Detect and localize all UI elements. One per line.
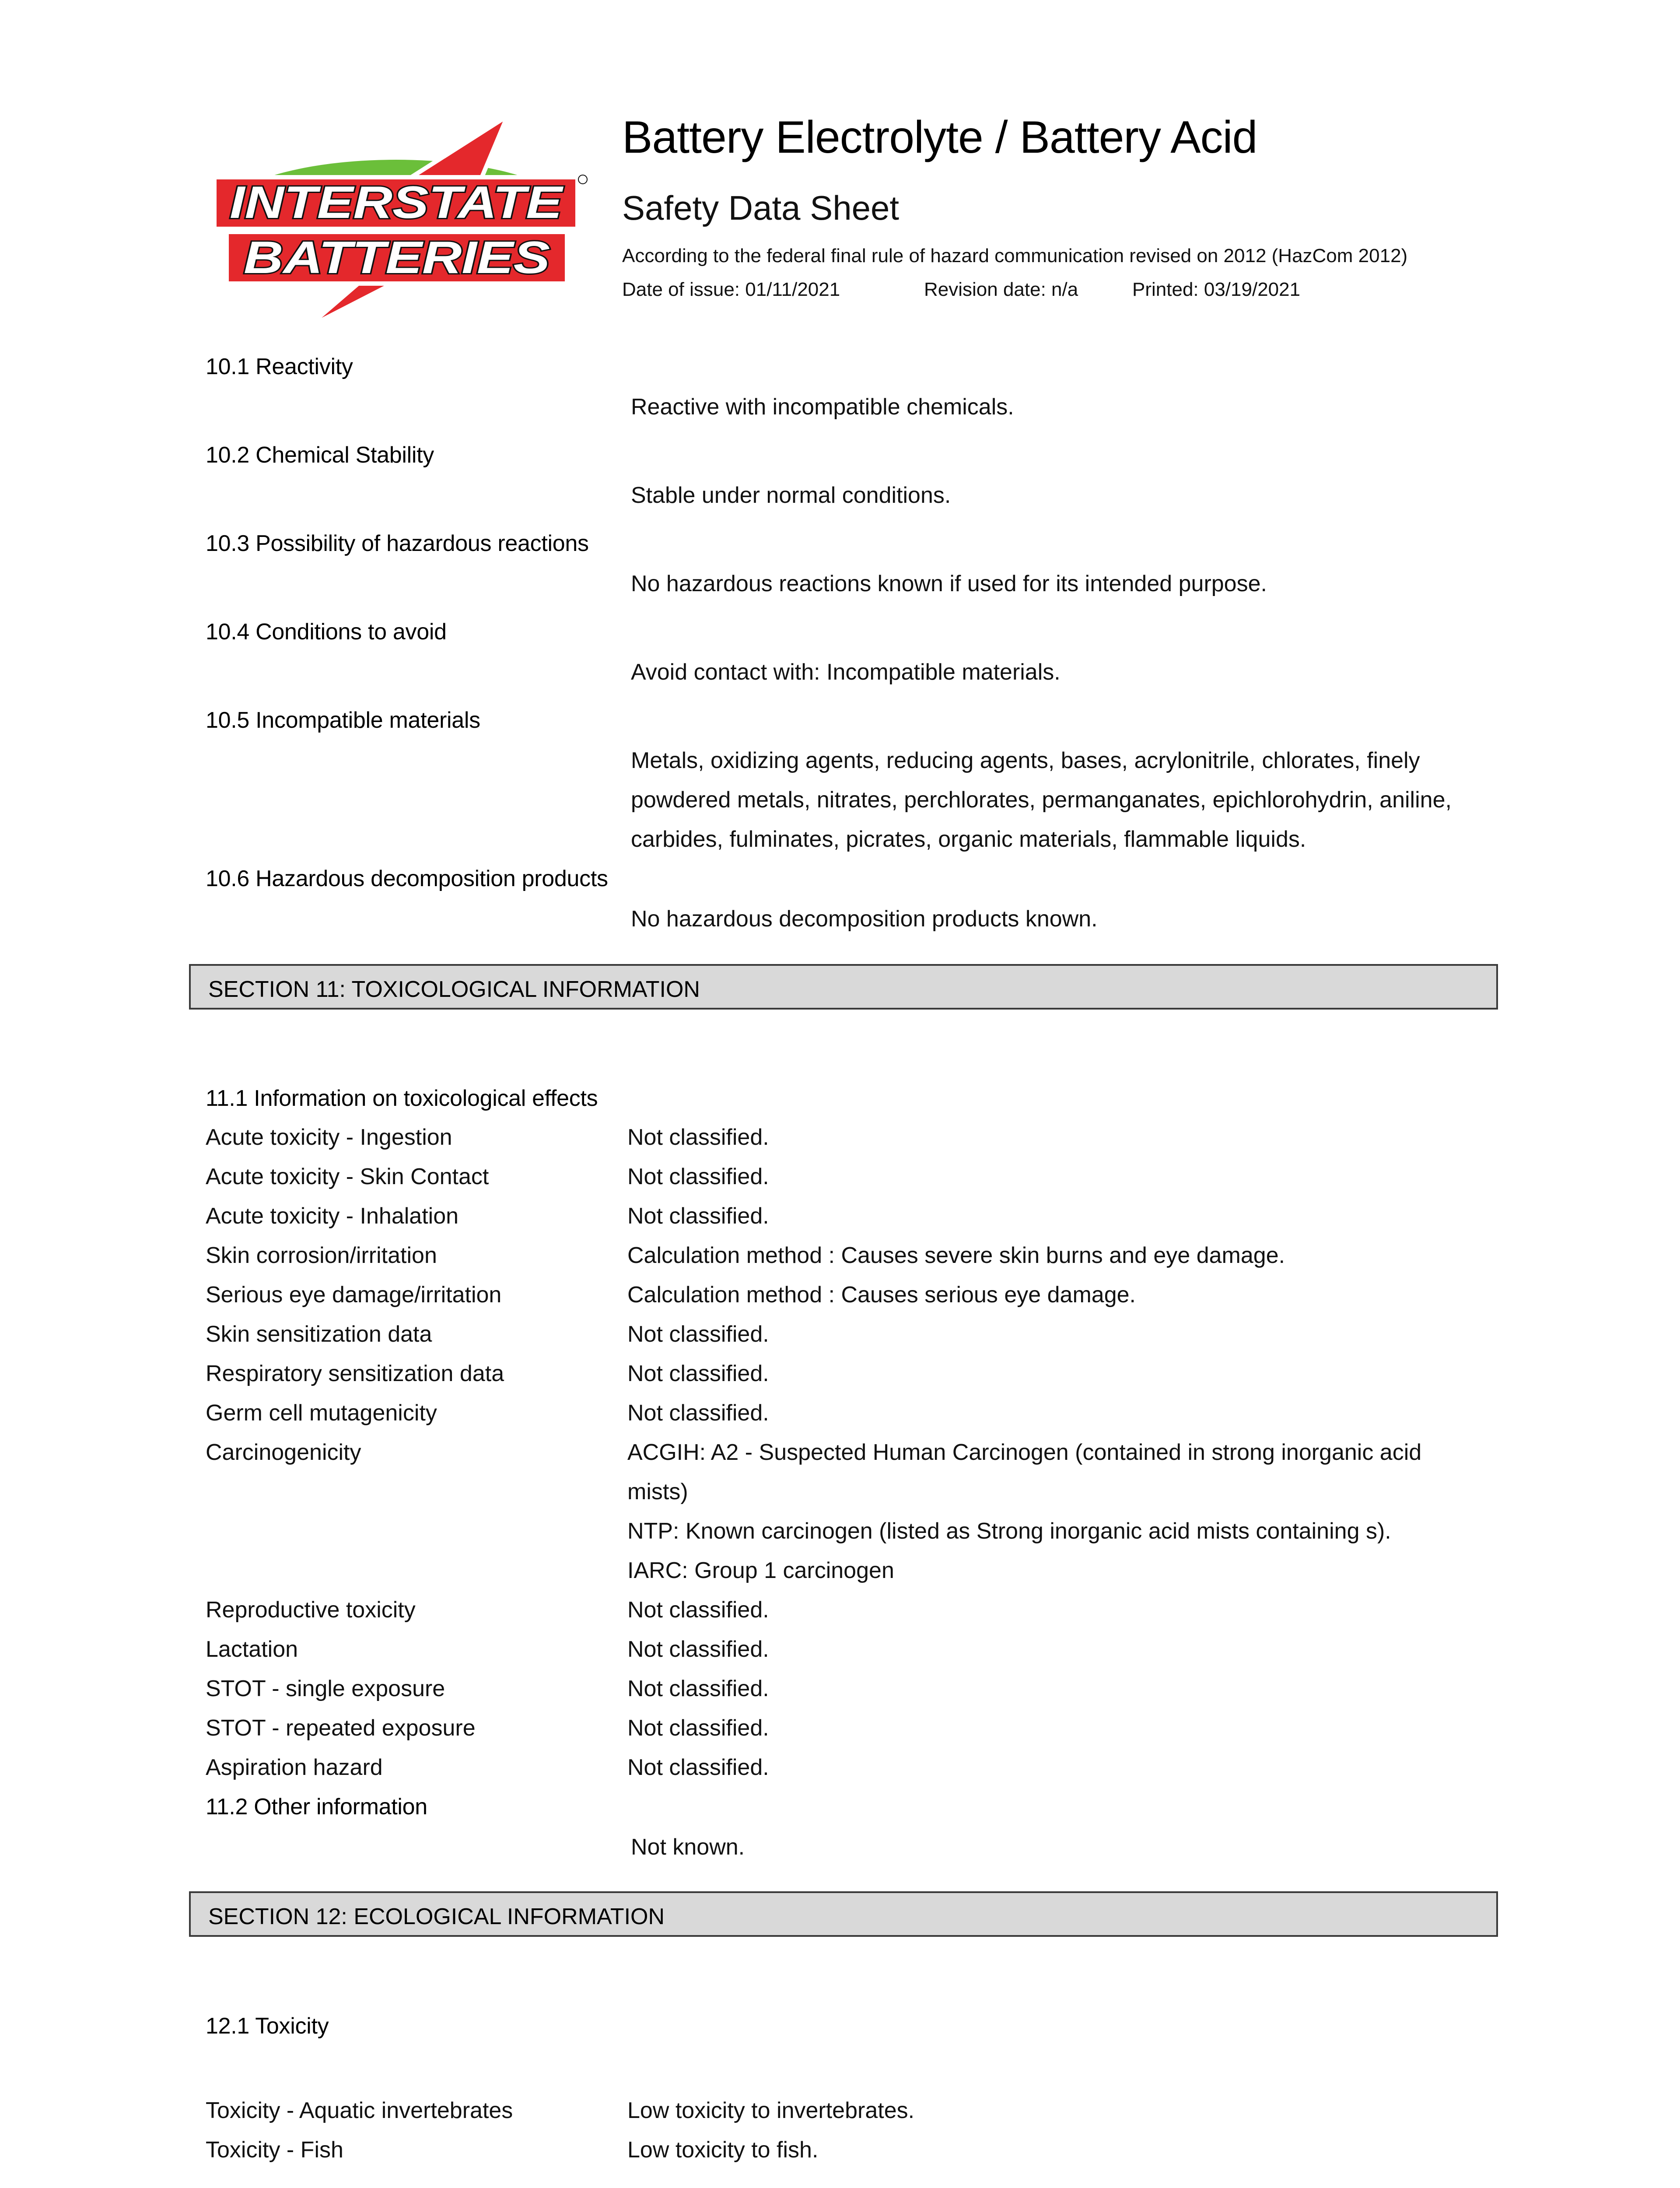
subsection-text: Reactive with incompatible chemicals. [631, 394, 1014, 420]
subsection-text: Not known. [631, 1834, 745, 1860]
row-value [627, 2091, 1502, 2130]
row-value [627, 1236, 1502, 1275]
subsection-heading: 10.6 Hazardous decomposition products [206, 866, 608, 891]
row-value [627, 1393, 1502, 1433]
row-label: Acute toxicity - Skin Contact [206, 1164, 489, 1189]
table-row [206, 1787, 1502, 1827]
subsection-text: No hazardous reactions known if used for its intended purpose. [631, 571, 1267, 596]
row-value [627, 1708, 1502, 1748]
table-row [206, 1393, 1502, 1433]
row-value [627, 1315, 1502, 1354]
value-line: NTP: Known carcinogen (listed as Strong inorganic acid mists containing s). [627, 1518, 1391, 1544]
row-value [627, 1630, 1502, 1669]
subsection-heading: 10.2 Chemical Stability [206, 442, 434, 468]
table-row [206, 1275, 1502, 1315]
row-value [627, 1590, 1502, 1630]
table-row [206, 1236, 1502, 1275]
subsection-heading: 11.1 Information on toxicological effects [206, 1086, 598, 1111]
table-row [206, 1196, 1502, 1236]
row-label: Lactation [206, 1637, 298, 1662]
row-label: Skin corrosion/irritation [206, 1243, 437, 1268]
table-row [206, 1590, 1502, 1630]
subsection-heading: 10.5 Incompatible materials [206, 708, 480, 733]
section-title: SECTION 12: ECOLOGICAL INFORMATION [208, 1904, 665, 1929]
row-label: Carcinogenicity [206, 1440, 361, 1465]
subsection-text: Metals, oxidizing agents, reducing agents, bases, acrylonitrile, chlorates, finely [631, 748, 1420, 773]
toxicology-table [206, 1118, 1502, 1827]
value-line: Low toxicity to fish. [627, 2137, 819, 2163]
subsection-heading: 12.1 Toxicity [206, 2013, 329, 2039]
value-line: Not classified. [627, 1203, 769, 1229]
document-title: Battery Electrolyte / Battery Acid [622, 112, 1257, 163]
row-value [627, 2130, 1502, 2170]
table-row [206, 1708, 1502, 1748]
table-row [206, 1118, 1502, 1157]
section-12-header [189, 1891, 1498, 1937]
row-label: Germ cell mutagenicity [206, 1400, 437, 1426]
logo-text-line2: BATTERIES [244, 232, 550, 283]
value-line: Not classified. [627, 1361, 769, 1386]
row-value [627, 1118, 1502, 1157]
row-value [627, 1354, 1502, 1393]
row-label: Toxicity - Fish [206, 2137, 343, 2163]
table-row [206, 2091, 1502, 2130]
value-line: Calculation method : Causes severe skin burns and eye damage. [627, 1243, 1285, 1268]
row-value [627, 1157, 1502, 1196]
date-of-issue: Date of issue: 01/11/2021 [622, 279, 840, 300]
subsection-heading: 10.1 Reactivity [206, 354, 353, 379]
subsection-heading: 10.3 Possibility of hazardous reactions [206, 531, 589, 556]
value-line: Not classified. [627, 1676, 769, 1701]
row-label: Serious eye damage/irritation [206, 1282, 502, 1308]
row-label: Acute toxicity - Ingestion [206, 1125, 452, 1150]
interstate-batteries-logo [206, 114, 591, 333]
revision-date: Revision date: n/a [924, 279, 1078, 300]
value-line: Not classified. [627, 1715, 769, 1741]
table-row [206, 1433, 1502, 1590]
row-value [627, 1748, 1502, 1787]
value-line: Not classified. [627, 1755, 769, 1780]
row-value [627, 1669, 1502, 1708]
table-row [206, 2130, 1502, 2170]
table-row [206, 1354, 1502, 1393]
subsection-text: Stable under normal conditions. [631, 483, 951, 508]
section-title: SECTION 11: TOXICOLOGICAL INFORMATION [208, 977, 700, 1002]
table-row [206, 1157, 1502, 1196]
row-label: Acute toxicity - Inhalation [206, 1203, 459, 1229]
row-label: STOT - single exposure [206, 1676, 445, 1701]
row-label: Aspiration hazard [206, 1755, 383, 1780]
subsection-text: No hazardous decomposition products known. [631, 906, 1098, 932]
ecotoxicity-table [206, 2091, 1502, 2170]
subsection-text: powdered metals, nitrates, perchlorates, permanganates, epichlorohydrin, aniline, [631, 787, 1452, 813]
table-row [206, 1315, 1502, 1354]
value-line: mists) [627, 1479, 688, 1504]
value-line: Not classified. [627, 1637, 769, 1662]
value-line: Not classified. [627, 1322, 769, 1347]
subsection-heading: 10.4 Conditions to avoid [206, 619, 447, 645]
row-label: Reproductive toxicity [206, 1597, 416, 1623]
value-line: Not classified. [627, 1125, 769, 1150]
value-line: Calculation method : Causes serious eye damage. [627, 1282, 1136, 1308]
value-line: Not classified. [627, 1164, 769, 1189]
row-value [627, 1275, 1502, 1315]
regulation-note: According to the federal final rule of hazard communication revised on 2012 (HazCom 2012) [622, 245, 1408, 266]
value-line: Low toxicity to invertebrates. [627, 2098, 915, 2123]
value-line: Not classified. [627, 1400, 769, 1426]
section-11-header [189, 964, 1498, 1010]
value-line: IARC: Group 1 carcinogen [627, 1558, 894, 1583]
value-line: ACGIH: A2 - Suspected Human Carcinogen (contained in strong inorganic acid [627, 1440, 1422, 1465]
row-label: Toxicity - Aquatic invertebrates [206, 2098, 513, 2123]
document-subtitle: Safety Data Sheet [622, 189, 900, 227]
table-row [206, 1748, 1502, 1787]
row-label: STOT - repeated exposure [206, 1715, 476, 1741]
row-value [627, 1433, 1502, 1590]
row-label: Skin sensitization data [206, 1322, 432, 1347]
table-row [206, 1669, 1502, 1708]
value-line: Not classified. [627, 1597, 769, 1623]
logo-text-line1: INTERSTATE [230, 177, 564, 228]
printed-date: Printed: 03/19/2021 [1132, 279, 1301, 300]
row-value [627, 1196, 1502, 1236]
subsection-text: Avoid contact with: Incompatible materials. [631, 659, 1060, 685]
subsection-text: carbides, fulminates, picrates, organic materials, flammable liquids. [631, 827, 1306, 852]
table-row [206, 1630, 1502, 1669]
row-label: Respiratory sensitization data [206, 1361, 504, 1386]
subsection-heading: 11.2 Other information [206, 1794, 427, 1820]
